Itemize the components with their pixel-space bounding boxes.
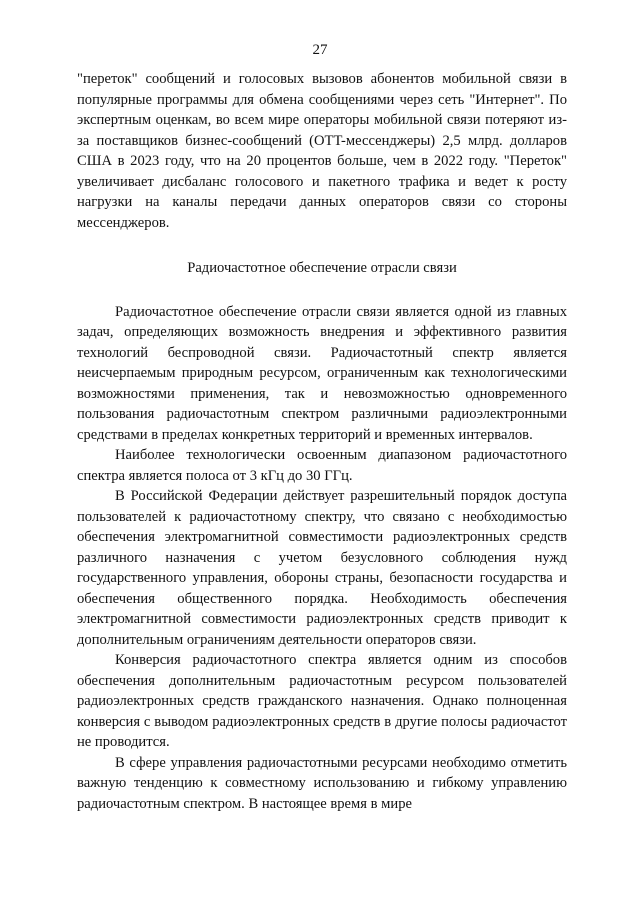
paragraph-spectrum-provision: Радиочастотное обеспечение отрасли связи является одной из главных задач, определяющих возможность внедрения и эффективного развития технологий беспроводной связи. Радиочастотный спектр является неисчерпаемым природным ресурсом, ограниченным как технологическими возможностями применения, так и невозможностью одновременного пользования радиочастотным спектром различными радиоэлектронными средствами в пределах конкретных территорий и временных интервалов.: [77, 303, 567, 443]
intro-paragraph: "переток" сообщений и голосовых вызовов абонентов мобильной связи в популярные программы для обмена сообщениями через сеть "Интернет". По экспертным оценкам, во всем мире операторы мобильной связи потеряют из-за поставщиков бизнес-сообщений (OTT-мессенджеры) 2,5 млрд. долларов США в 2023 году, что на 20 процентов больше, чем в 2022 году. "Переток" увеличивает дисбаланс голосового и пакетного трафика и ведет к росту нагрузки на каналы передачи данных операторов связи со стороны мессенджеров.: [77, 71, 567, 231]
paragraph-spectrum-conversion: Конверсия радиочастотного спектра является одним из способов обеспечения дополнительным радиочастотным ресурсом пользователей радиоэлектронных средств гражданского назначения. Однако полноценная конверсия с выводом радиоэлектронных средств в другие полосы радиочастот не проводится.: [77, 652, 567, 750]
document-body: [77, 69, 567, 814]
page-number: 27: [312, 42, 328, 58]
section-heading: Радиочастотное обеспечение отрасли связи: [187, 260, 457, 276]
paragraph-spectrum-management: В сфере управления радиочастотными ресурсами необходимо отметить важную тенденцию к совместному использованию и гибкому управлению радиочастотным спектром. В настоящее время в мире: [77, 754, 567, 812]
paragraph-licensing-order: В Российской Федерации действует разрешительный порядок доступа пользователей к радиочастотному спектру, что связано с необходимостью обеспечения электромагнитной совместимости радиоэлектронных средств различного назначения с учетом безусловного соблюдения нужд государственного управления, обороны страны, безопасности государства и обеспечения общественного порядка. Необходимость обеспечения электромагнитной совместимости радиоэлектронных средств приводит к дополнительным ограничениям деятельности операторов связи.: [77, 488, 567, 648]
paragraph-frequency-range: Наиболее технологически освоенным диапазоном радиочастотного спектра является полоса от 3 кГц до 30 ГГц.: [77, 447, 567, 484]
